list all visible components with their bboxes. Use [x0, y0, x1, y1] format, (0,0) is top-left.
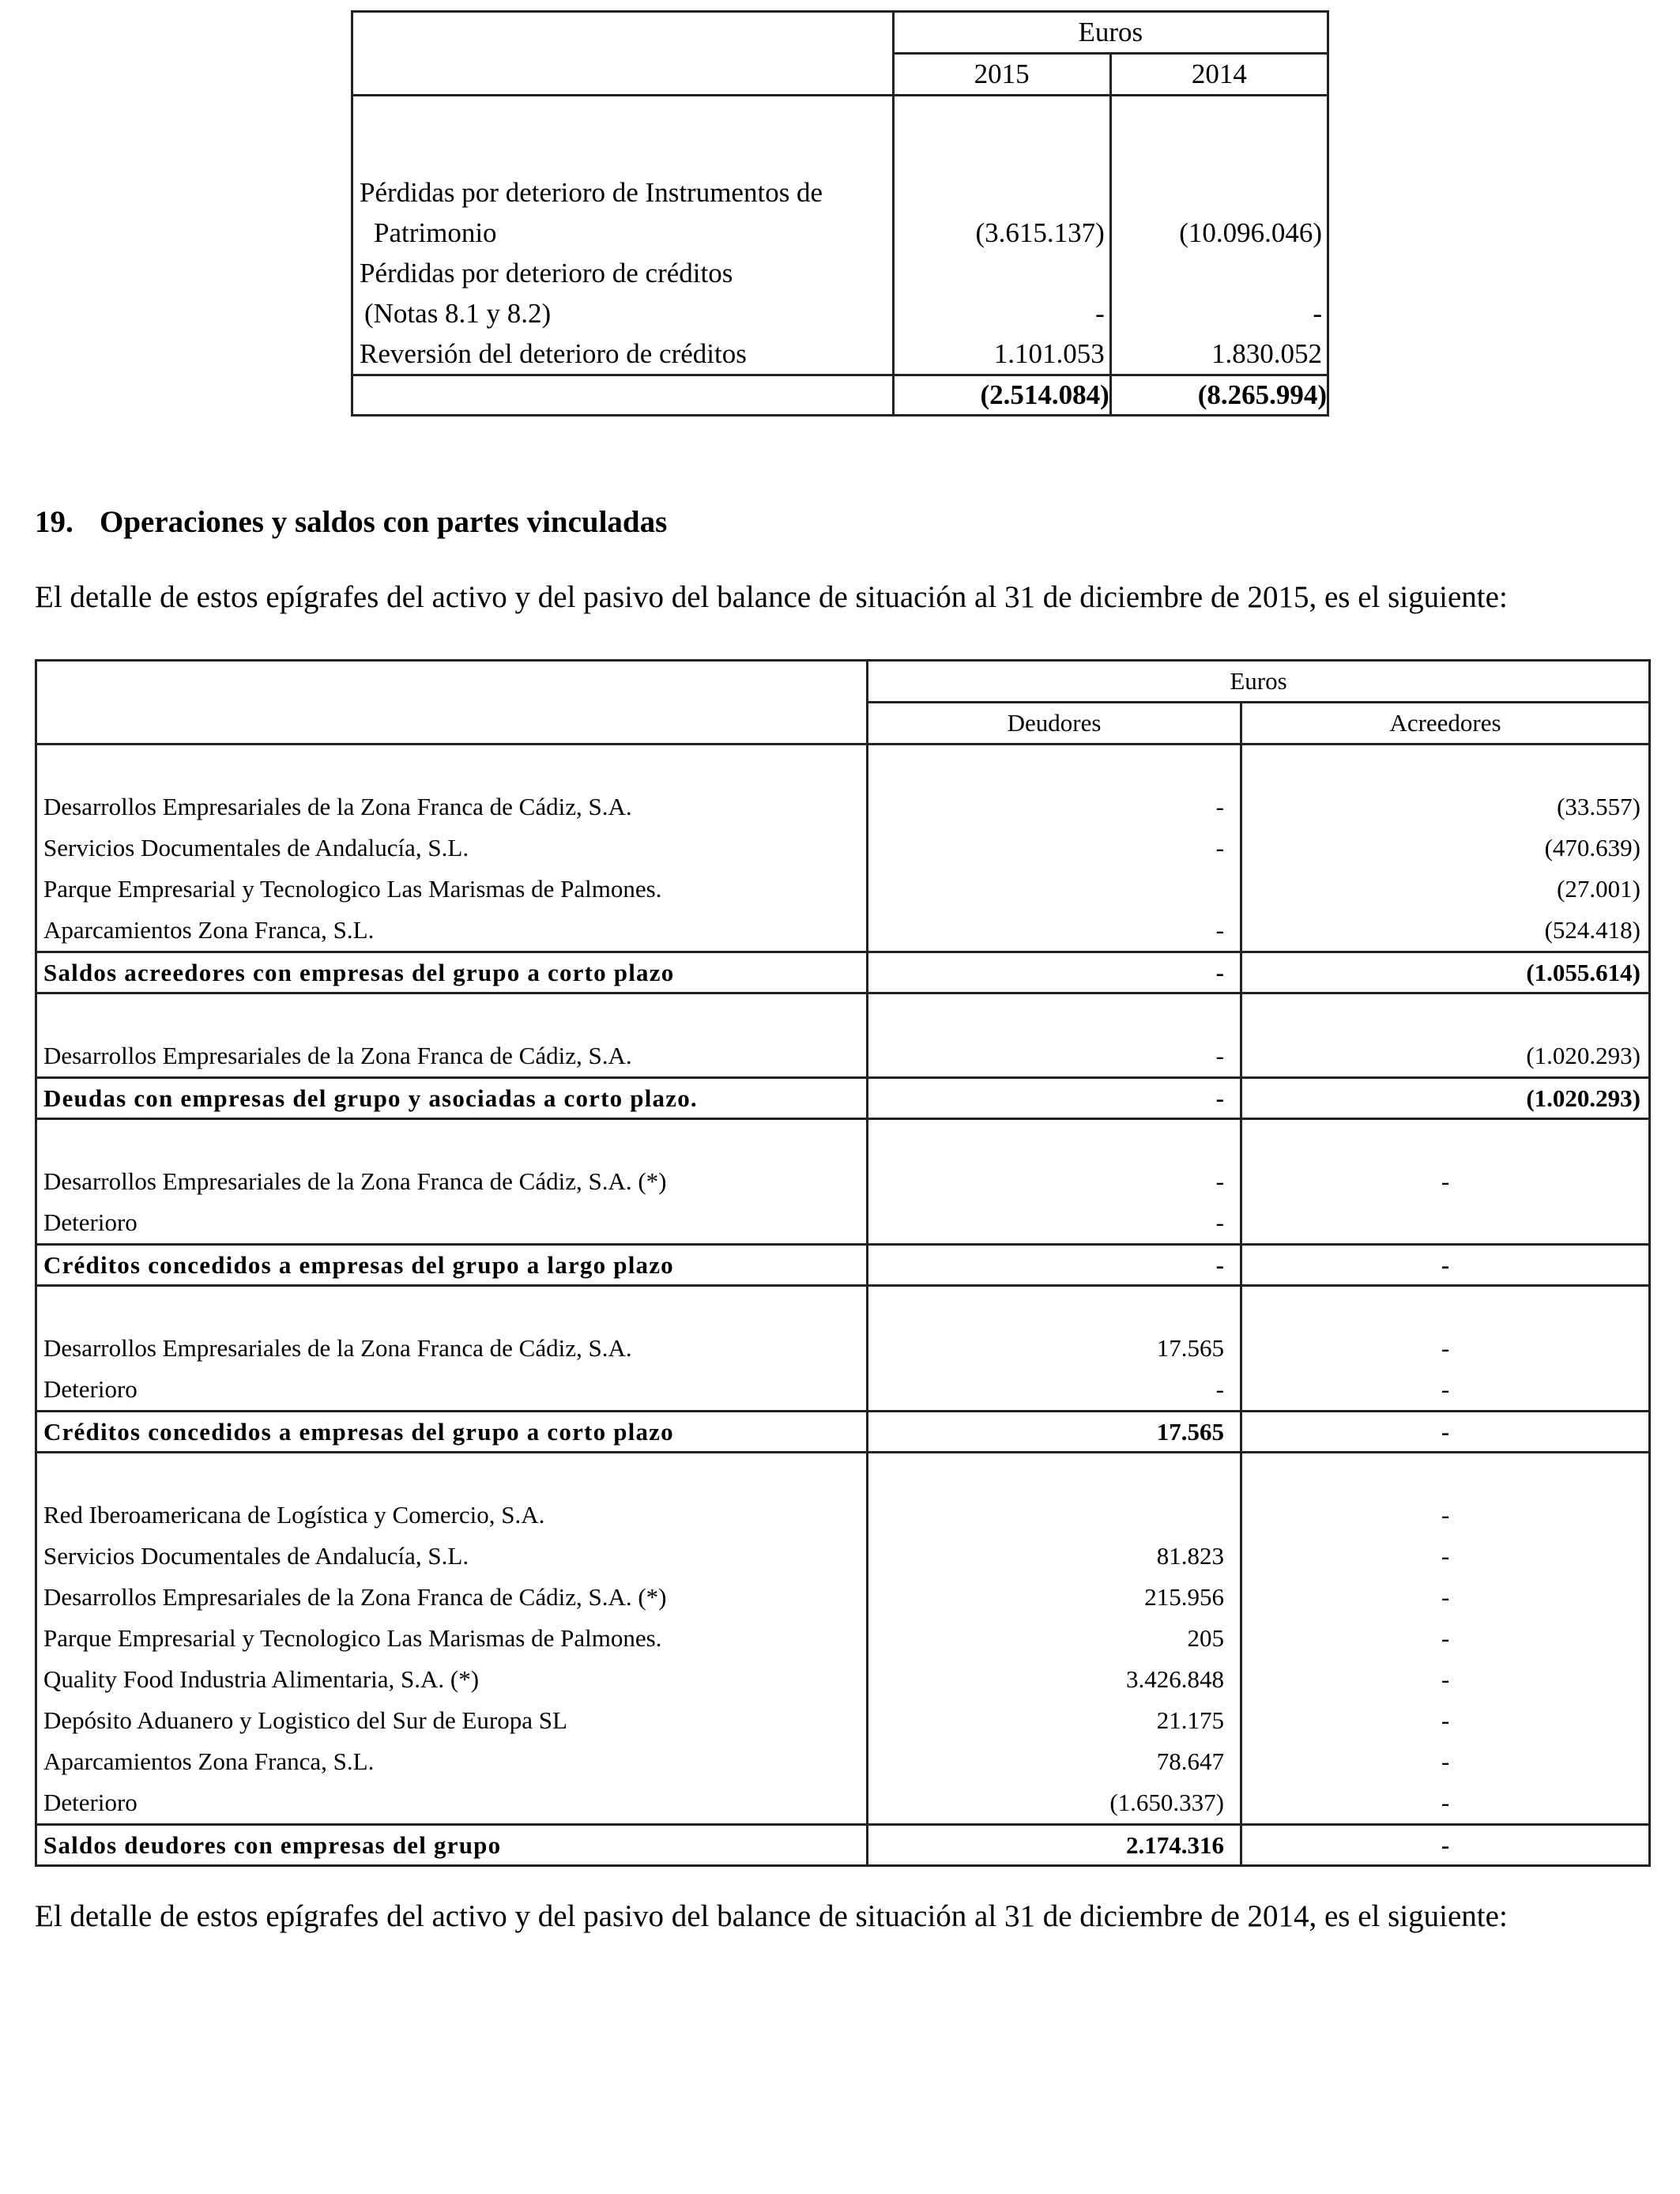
- group-deudores: [868, 993, 1241, 1078]
- impairment-table-corner: [352, 12, 894, 96]
- impairment-total-2014: (8.265.994): [1110, 375, 1328, 416]
- impairment-value: (3.615.137): [975, 217, 1105, 248]
- impairment-year-2014-header: 2014: [1110, 54, 1328, 96]
- deudores-value: -: [1215, 916, 1224, 944]
- impairment-label-line: Pérdidas por deterioro de créditos: [360, 258, 733, 288]
- group-total-label: Saldos deudores con empresas del grupo: [36, 1825, 868, 1866]
- impairment-2015-values: [893, 96, 1110, 375]
- acreedores-value: -: [1441, 1542, 1450, 1570]
- group-total-deudores: 2.174.316: [868, 1825, 1241, 1866]
- deudores-value: -: [1215, 793, 1224, 820]
- related-party-table-corner: [36, 661, 868, 745]
- deudores-column-header: Deudores: [868, 703, 1241, 745]
- group-total-acreedores: -: [1241, 1245, 1650, 1286]
- entity-name: Desarrollos Empresariales de la Zona Franca de Cádiz, S.A.: [43, 793, 632, 820]
- group-total-acreedores: (1.020.293): [1241, 1078, 1650, 1119]
- impairment-table: [351, 10, 1329, 417]
- group-deudores: [868, 1286, 1241, 1412]
- entity-name: Depósito Aduanero y Logistico del Sur de Europa SL: [43, 1706, 567, 1734]
- entity-name: Desarrollos Empresariales de la Zona Franca de Cádiz, S.A. (*): [43, 1167, 667, 1195]
- entity-name: Deterioro: [43, 1375, 137, 1403]
- deudores-value: -: [1215, 1375, 1224, 1403]
- impairment-currency-header: Euros: [893, 12, 1328, 54]
- impairment-2014-values: [1110, 96, 1328, 375]
- entity-name: Parque Empresarial y Tecnologico Las Marismas de Palmones.: [43, 875, 662, 903]
- group-acreedores: [1241, 1453, 1650, 1825]
- entity-name: Red Iberoamericana de Logística y Comercio, S.A.: [43, 1501, 545, 1529]
- group-block: [36, 1453, 1650, 1825]
- deudores-value: (1.650.337): [1109, 1789, 1224, 1816]
- acreedores-value: -: [1441, 1747, 1450, 1775]
- group-total-row: [36, 1412, 1650, 1453]
- group-deudores: [868, 745, 1241, 952]
- acreedores-value: [1242, 1202, 1648, 1243]
- group-total-row: [36, 1825, 1650, 1866]
- group-acreedores: [1241, 745, 1650, 952]
- group-labels: [36, 993, 868, 1078]
- group-deudores: [868, 1453, 1241, 1825]
- group-total-deudores: -: [868, 1078, 1241, 1119]
- entity-name: Deterioro: [43, 1789, 137, 1816]
- group-deudores: [868, 1119, 1241, 1245]
- group-acreedores: [1241, 993, 1650, 1078]
- impairment-label-line: Pérdidas por deterioro de Instrumentos de: [360, 177, 823, 208]
- impairment-label-line: Patrimonio: [374, 217, 497, 248]
- acreedores-value: -: [1441, 1501, 1450, 1529]
- entity-name: Deterioro: [43, 1208, 137, 1236]
- group-total-deudores: 17.565: [868, 1412, 1241, 1453]
- acreedores-value: -: [1441, 1706, 1450, 1734]
- entity-name: Desarrollos Empresariales de la Zona Franca de Cádiz, S.A.: [43, 1334, 632, 1362]
- group-total-label: Deudas con empresas del grupo y asociadas a corto plazo.: [36, 1078, 868, 1119]
- group-total-label: Créditos concedidos a empresas del grupo a corto plazo: [36, 1412, 868, 1453]
- entity-name: Aparcamientos Zona Franca, S.L.: [43, 1747, 375, 1775]
- section-heading: [35, 504, 667, 540]
- impairment-labels: [352, 96, 894, 375]
- deudores-value: 215.956: [1144, 1583, 1224, 1611]
- deudores-value: 78.647: [1156, 1747, 1224, 1775]
- deudores-value: [868, 1495, 1240, 1536]
- group-block: [36, 745, 1650, 952]
- entity-name: Aparcamientos Zona Franca, S.L.: [43, 916, 375, 944]
- group-labels: [36, 1453, 868, 1825]
- acreedores-value: -: [1441, 1789, 1450, 1816]
- deudores-value: 81.823: [1156, 1542, 1224, 1570]
- group-block: [36, 993, 1650, 1078]
- entity-name: Servicios Documentales de Andalucía, S.L.: [43, 1542, 469, 1570]
- group-total-acreedores: (1.055.614): [1241, 952, 1650, 993]
- section-number: 19.: [35, 505, 73, 539]
- impairment-total-2015: (2.514.084): [893, 375, 1110, 416]
- impairment-value: -: [1095, 298, 1105, 329]
- acreedores-value: (524.418): [1544, 916, 1641, 944]
- impairment-value: -: [1313, 298, 1322, 329]
- acreedores-value: (27.001): [1557, 875, 1641, 903]
- impairment-total-label: [352, 375, 894, 416]
- group-total-label: Créditos concedidos a empresas del grupo a largo plazo: [36, 1245, 868, 1286]
- group-labels: [36, 1119, 868, 1245]
- group-total-row: [36, 1078, 1650, 1119]
- impairment-value: 1.101.053: [993, 338, 1105, 369]
- acreedores-column-header: Acreedores: [1241, 703, 1650, 745]
- group-block: [36, 1286, 1650, 1412]
- group-total-deudores: -: [868, 1245, 1241, 1286]
- group-labels: [36, 745, 868, 952]
- deudores-value: -: [1215, 1042, 1224, 1069]
- group-total-label: Saldos acreedores con empresas del grupo a corto plazo: [36, 952, 868, 993]
- impairment-label-line: Reversión del deterioro de créditos: [360, 338, 747, 369]
- entity-name: Quality Food Industria Alimentaria, S.A. (*): [43, 1665, 480, 1693]
- entity-name: Parque Empresarial y Tecnologico Las Marismas de Palmones.: [43, 1624, 662, 1652]
- group-total-row: [36, 952, 1650, 993]
- intro-paragraph-2014: El detalle de estos epígrafes del activo y del pasivo del balance de situación al 31 de diciembre de 2014, es el siguiente:: [35, 1899, 1508, 1933]
- impairment-value: (10.096.046): [1179, 217, 1322, 248]
- group-total-acreedores: -: [1241, 1825, 1650, 1866]
- group-block: [36, 1119, 1650, 1245]
- acreedores-value: -: [1441, 1334, 1450, 1362]
- deudores-value: -: [1215, 1167, 1224, 1195]
- entity-name: Desarrollos Empresariales de la Zona Franca de Cádiz, S.A.: [43, 1042, 632, 1069]
- entity-name: Servicios Documentales de Andalucía, S.L.: [43, 834, 469, 861]
- acreedores-value: -: [1441, 1167, 1450, 1195]
- acreedores-value: -: [1441, 1665, 1450, 1693]
- group-total-acreedores: -: [1241, 1412, 1650, 1453]
- group-total-deudores: -: [868, 952, 1241, 993]
- related-party-currency-header: Euros: [868, 661, 1650, 703]
- deudores-value: -: [1215, 834, 1224, 861]
- group-acreedores: [1241, 1119, 1650, 1245]
- acreedores-value: (1.020.293): [1526, 1042, 1641, 1069]
- group-total-row: [36, 1245, 1650, 1286]
- acreedores-value: -: [1441, 1375, 1450, 1403]
- impairment-year-2015-header: 2015: [893, 54, 1110, 96]
- acreedores-value: -: [1441, 1624, 1450, 1652]
- deudores-value: 205: [1187, 1624, 1224, 1652]
- deudores-value: 3.426.848: [1126, 1665, 1224, 1693]
- acreedores-value: (33.557): [1557, 793, 1641, 820]
- group-labels: [36, 1286, 868, 1412]
- section-title: Operaciones y saldos con partes vinculadas: [100, 505, 668, 539]
- intro-paragraph-2015: El detalle de estos epígrafes del activo y del pasivo del balance de situación al 31 de diciembre de 2015, es el siguiente:: [35, 580, 1508, 614]
- related-party-table: [35, 659, 1651, 1867]
- acreedores-value: (470.639): [1544, 834, 1641, 861]
- impairment-value: 1.830.052: [1211, 338, 1322, 369]
- deudores-value: 17.565: [1156, 1334, 1224, 1362]
- deudores-value: [868, 869, 1240, 910]
- deudores-value: -: [1215, 1208, 1224, 1236]
- acreedores-value: -: [1441, 1583, 1450, 1611]
- deudores-value: 21.175: [1156, 1706, 1224, 1734]
- group-acreedores: [1241, 1286, 1650, 1412]
- entity-name: Desarrollos Empresariales de la Zona Franca de Cádiz, S.A. (*): [43, 1583, 667, 1611]
- impairment-label-line: (Notas 8.1 y 8.2): [364, 298, 552, 329]
